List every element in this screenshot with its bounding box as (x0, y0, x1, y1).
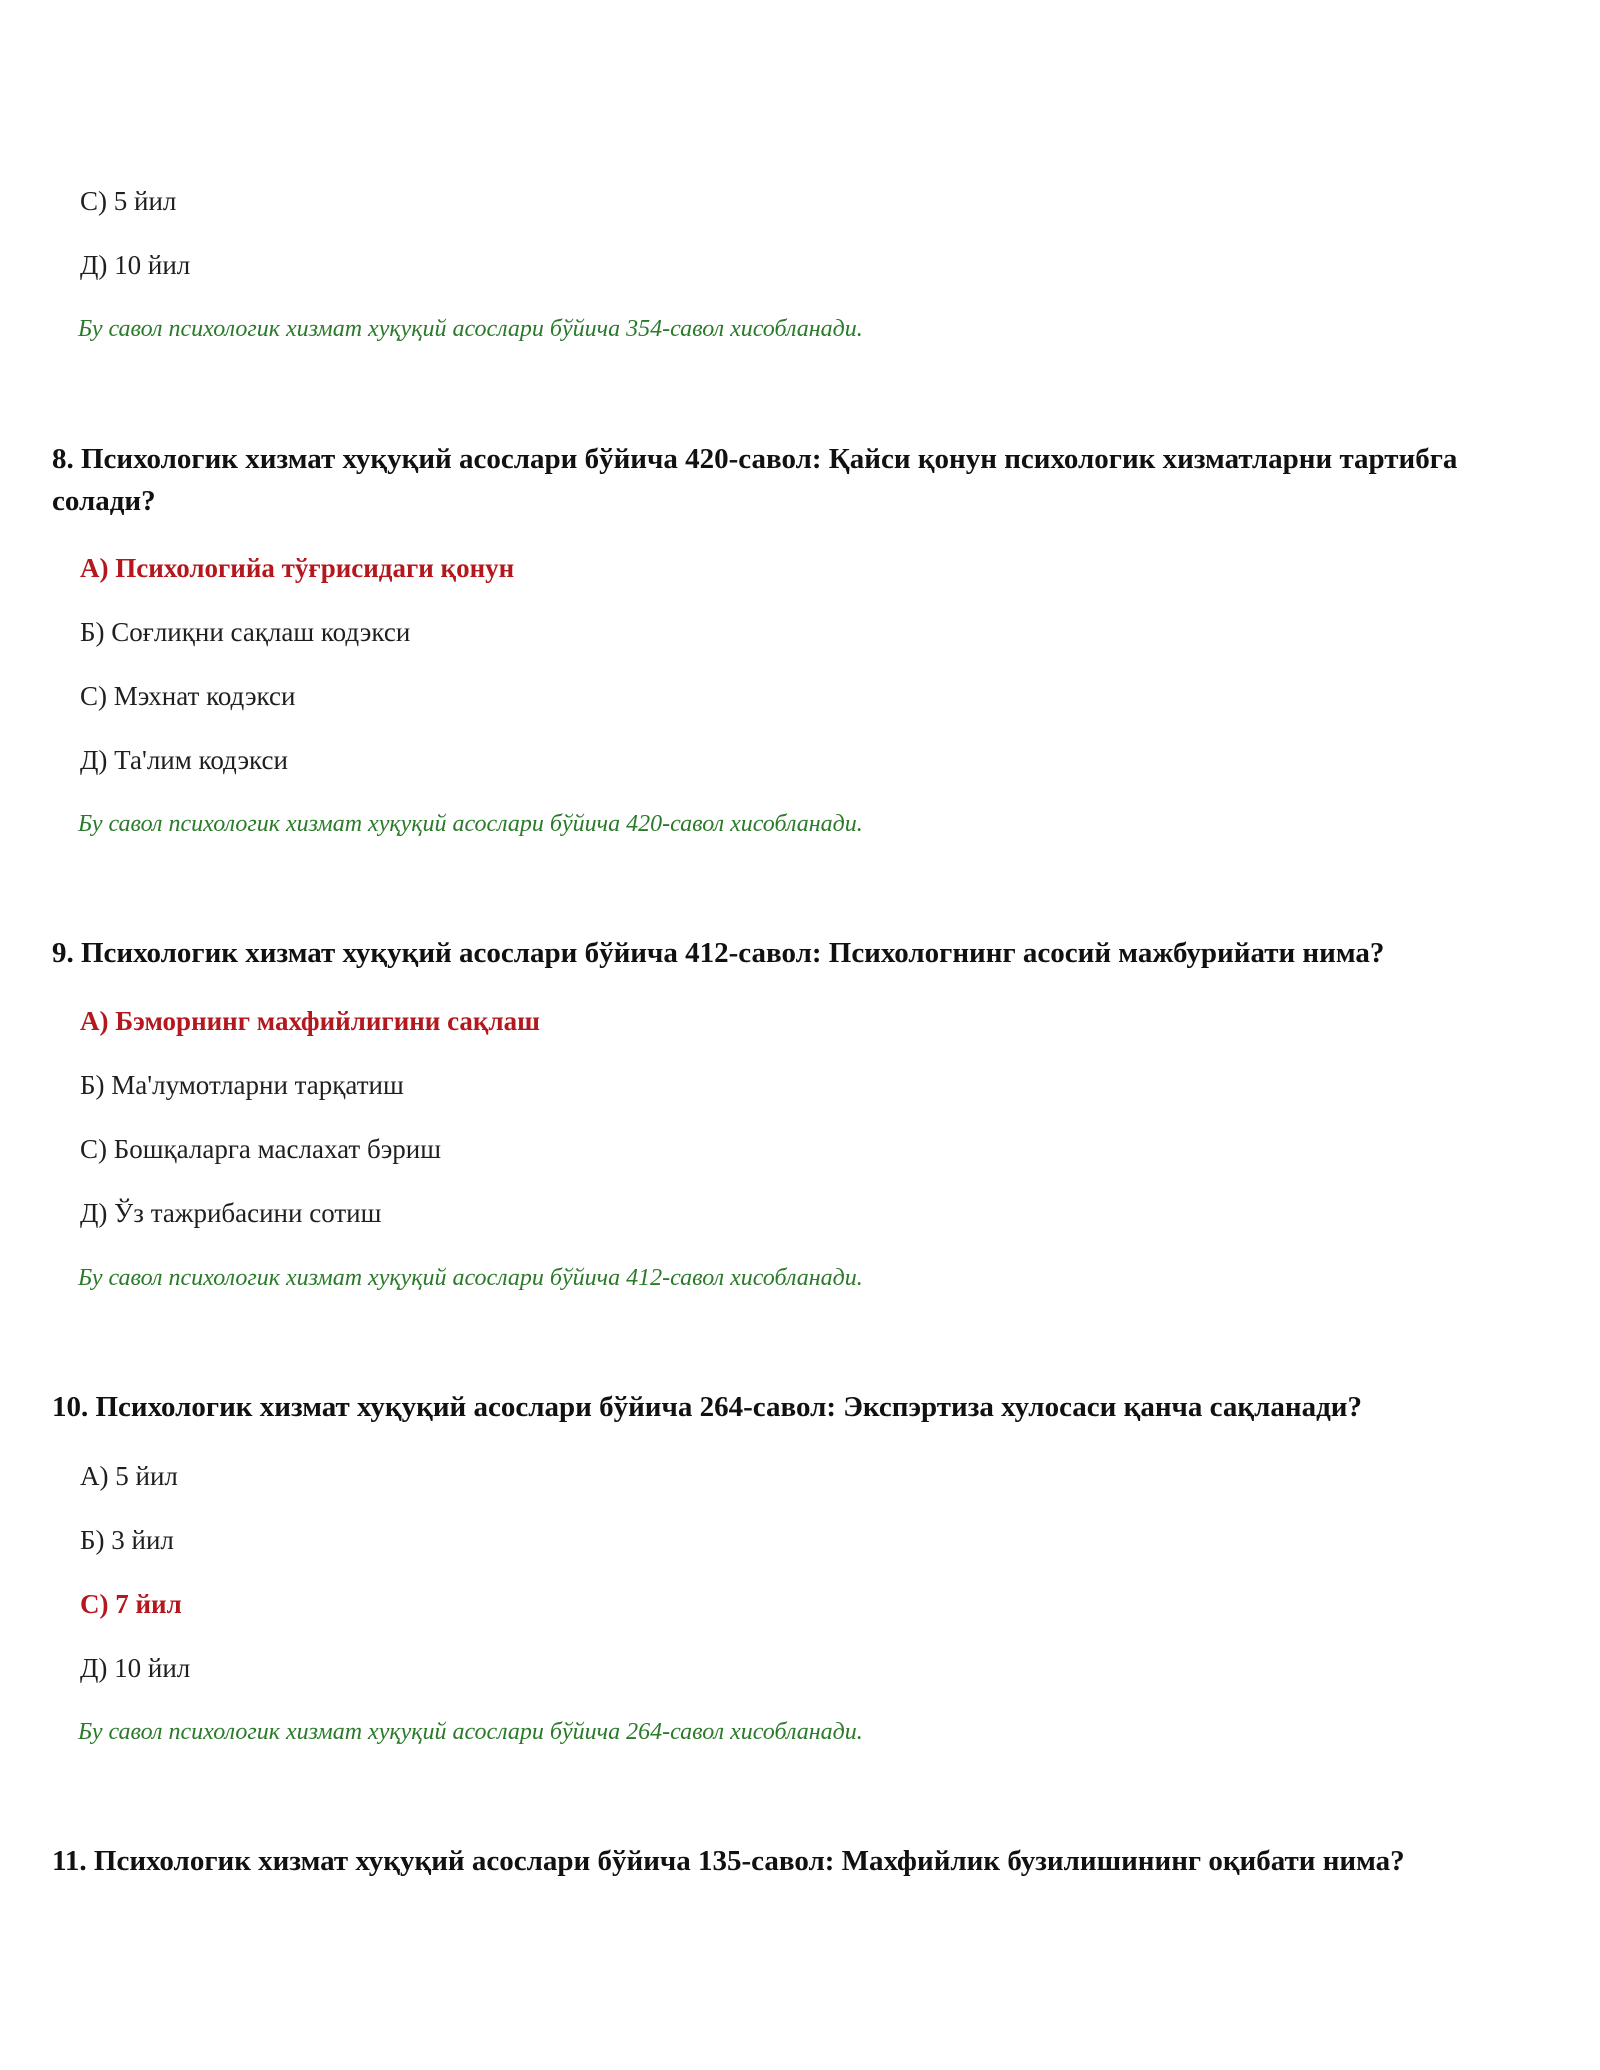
question-9-text: 9. Психологик хизмат хуқуқий асослари бўйича 412-савол: Психологнинг асосий мажбурийати нима? (52, 937, 1385, 969)
option-c: С) Мэхнат кодэкси (80, 681, 296, 711)
option-c: С) 5 йил (80, 186, 177, 216)
option-d: Д) Та'лим кодэкси (80, 745, 288, 775)
option-b: Б) Соғлиқни сақлаш кодэкси (80, 617, 411, 647)
option-d: Д) 10 йил (80, 250, 191, 280)
option-a-correct: А) Психологийа тўғрисидаги қонун (80, 553, 515, 583)
option-d: Д) Ўз тажрибасини сотиш (80, 1198, 382, 1228)
option-c: С) Бошқаларга маслахат бэриш (80, 1134, 442, 1164)
option-b: Б) 3 йил (80, 1525, 174, 1555)
option-a: А) 5 йил (80, 1461, 178, 1491)
option-a-correct: А) Бэморнинг махфийлигини сақлаш (80, 1006, 540, 1036)
option-c-correct: С) 7 йил (80, 1589, 182, 1619)
question-8-text: 8. Психологик хизмат хуқуқий асослари бўйича 420-савол: Қайси қонун психологик хизматларни тартибга солади? (52, 443, 1458, 517)
question-10-text: 10. Психологик хизмат хуқуқий асослари бўйича 264-савол: Экспэртиза хулосаси қанча сақланади? (52, 1391, 1362, 1423)
question-note: Бу савол психологик хизмат хуқуқий асослари бўйича 264-савол хисобланади. (78, 1719, 863, 1745)
option-b: Б) Ма'лумотларни тарқатиш (80, 1070, 404, 1100)
question-note: Бу савол психологик хизмат хуқуқий асослари бўйича 420-савол хисобланади. (78, 811, 863, 837)
question-note: Бу савол психологик хизмат хуқуқий асослари бўйича 354-савол хисобланади. (78, 316, 863, 342)
question-11-text: 11. Психологик хизмат хуқуқий асослари бўйича 135-савол: Махфийлик бузилишининг оқибати нима? (52, 1845, 1405, 1877)
option-d: Д) 10 йил (80, 1653, 191, 1683)
question-note: Бу савол психологик хизмат хуқуқий асослари бўйича 412-савол хисобланади. (78, 1265, 863, 1291)
